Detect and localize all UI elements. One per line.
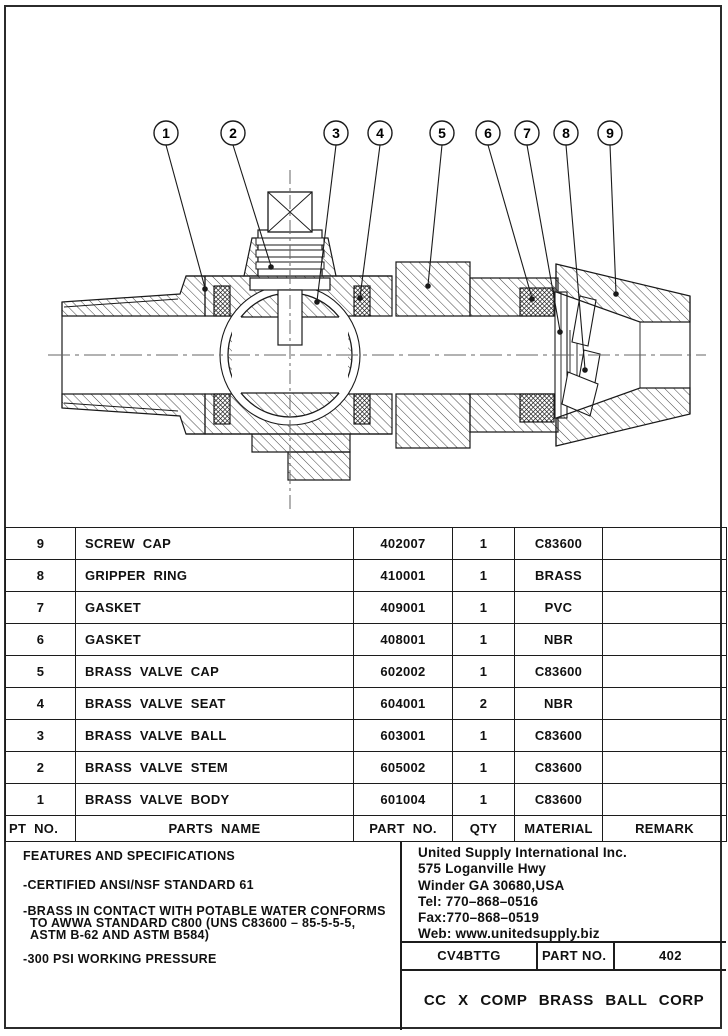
material-cell: PVC: [515, 592, 603, 624]
material-cell: C83600: [515, 656, 603, 688]
svg-text:4: 4: [376, 125, 384, 141]
material-cell: NBR: [515, 688, 603, 720]
pt-no-cell: 3: [6, 720, 76, 752]
part-no-cell: 402007: [354, 528, 453, 560]
header-part-no: PART NO.: [354, 816, 453, 842]
svg-text:6: 6: [484, 125, 492, 141]
callout-balloon-5: [430, 121, 454, 145]
part-name-cell: GASKET: [76, 592, 354, 624]
part-name-cell: BRASS VALVE BODY: [76, 784, 354, 816]
table-row: [6, 528, 727, 560]
pt-no-cell: 6: [6, 624, 76, 656]
header-parts-name: PARTS NAME: [76, 816, 354, 842]
callout-balloon-7: [515, 121, 539, 145]
model-number: CV4BTTG: [402, 943, 538, 969]
svg-text:3: 3: [332, 125, 340, 141]
remark-cell: [603, 720, 727, 752]
company-web: Web: www.unitedsupply.biz: [418, 926, 600, 942]
parts-table: [5, 527, 726, 842]
company-column: [402, 841, 726, 1030]
product-title: CC X COMP BRASS BALL CORP: [423, 992, 705, 1009]
callout-balloon-1: [154, 121, 178, 145]
table-row: [6, 784, 727, 816]
header-material: MATERIAL: [515, 816, 603, 842]
qty-cell: 1: [453, 560, 515, 592]
table-header-row: [6, 816, 727, 842]
qty-cell: 1: [453, 752, 515, 784]
table-row: [6, 688, 727, 720]
material-cell: C83600: [515, 784, 603, 816]
part-no-cell: 601004: [354, 784, 453, 816]
part-no-value: 402: [659, 948, 682, 963]
svg-text:5: 5: [438, 125, 446, 141]
product-title-box: [402, 971, 726, 1030]
part-no-label: PART NO.: [538, 943, 615, 969]
features-title: FEATURES AND SPECIFICATIONS: [23, 849, 236, 863]
qty-cell: 1: [453, 656, 515, 688]
header-qty: QTY: [453, 816, 515, 842]
model-row: [402, 943, 726, 971]
part-no-cell: 602002: [354, 656, 453, 688]
svg-text:7: 7: [523, 125, 531, 141]
remark-cell: [603, 688, 727, 720]
svg-text:8: 8: [562, 125, 570, 141]
table-row: [6, 720, 727, 752]
remark-cell: [603, 784, 727, 816]
company-address2: Winder GA 30680,USA: [418, 877, 565, 893]
header-pt-no: PT NO.: [6, 816, 76, 842]
remark-cell: [603, 560, 727, 592]
part-name-cell: BRASS VALVE BALL: [76, 720, 354, 752]
gripper-ring: [562, 296, 600, 416]
feature-line: -300 PSI WORKING PRESSURE: [23, 952, 217, 966]
feature-line: -BRASS IN CONTACT WITH POTABLE WATER CONFORMS: [23, 904, 386, 918]
svg-text:9: 9: [606, 125, 614, 141]
part-name-cell: BRASS VALVE CAP: [76, 656, 354, 688]
callout-balloon-8: [554, 121, 578, 145]
qty-cell: 2: [453, 688, 515, 720]
callout-balloon-3: [324, 121, 348, 145]
table-row: [6, 752, 727, 784]
callout-balloon-6: [476, 121, 500, 145]
remark-cell: [603, 656, 727, 688]
part-no-cell: 605002: [354, 752, 453, 784]
company-info: [402, 841, 726, 943]
qty-cell: 1: [453, 720, 515, 752]
header-remark: REMARK: [603, 816, 727, 842]
feature-line: TO AWWA STANDARD C800 (UNS C83600 – 85-5-5-5,: [30, 916, 356, 930]
centerlines: [48, 170, 706, 512]
qty-cell: 1: [453, 528, 515, 560]
part-name-cell: BRASS VALVE STEM: [76, 752, 354, 784]
material-cell: BRASS: [515, 560, 603, 592]
part-no-cell: 410001: [354, 560, 453, 592]
pt-no-cell: 8: [6, 560, 76, 592]
svg-text:1: 1: [162, 125, 170, 141]
company-tel: Tel: 770–868–0516: [418, 893, 539, 909]
table-row: [6, 592, 727, 624]
pt-no-cell: 9: [6, 528, 76, 560]
company-name: United Supply International Inc.: [418, 845, 627, 860]
callout-balloon-9: [598, 121, 622, 145]
material-cell: C83600: [515, 528, 603, 560]
part-name-cell: GRIPPER RING: [76, 560, 354, 592]
pt-no-cell: 4: [6, 688, 76, 720]
remark-cell: [603, 592, 727, 624]
pt-no-cell: 1: [6, 784, 76, 816]
part-name-cell: BRASS VALVE SEAT: [76, 688, 354, 720]
part-name-cell: SCREW CAP: [76, 528, 354, 560]
qty-cell: 1: [453, 592, 515, 624]
part-no-cell: 603001: [354, 720, 453, 752]
remark-cell: [603, 528, 727, 560]
pt-no-cell: 2: [6, 752, 76, 784]
part-name-cell: GASKET: [76, 624, 354, 656]
remark-cell: [603, 624, 727, 656]
feature-line: -CERTIFIED ANSI/NSF STANDARD 61: [23, 878, 254, 892]
qty-cell: 1: [453, 624, 515, 656]
company-fax: Fax:770–868–0519: [418, 910, 540, 926]
callout-balloon-4: [368, 121, 392, 145]
remark-cell: [603, 752, 727, 784]
part-no-cell: 409001: [354, 592, 453, 624]
table-row: [6, 656, 727, 688]
qty-cell: 1: [453, 784, 515, 816]
part-no-cell: 408001: [354, 624, 453, 656]
material-cell: NBR: [515, 624, 603, 656]
title-block-section: [5, 841, 726, 1030]
table-row: [6, 560, 727, 592]
features-box: [5, 841, 402, 1030]
svg-text:2: 2: [229, 125, 237, 141]
callout-balloons: [154, 121, 622, 145]
part-no-cell: 604001: [354, 688, 453, 720]
table-row: [6, 624, 727, 656]
pt-no-cell: 7: [6, 592, 76, 624]
feature-line: ASTM B-62 AND ASTM B584): [30, 928, 210, 942]
pt-no-cell: 5: [6, 656, 76, 688]
material-cell: C83600: [515, 752, 603, 784]
company-address1: 575 Loganville Hwy: [418, 861, 547, 877]
material-cell: C83600: [515, 720, 603, 752]
callout-balloon-2: [221, 121, 245, 145]
